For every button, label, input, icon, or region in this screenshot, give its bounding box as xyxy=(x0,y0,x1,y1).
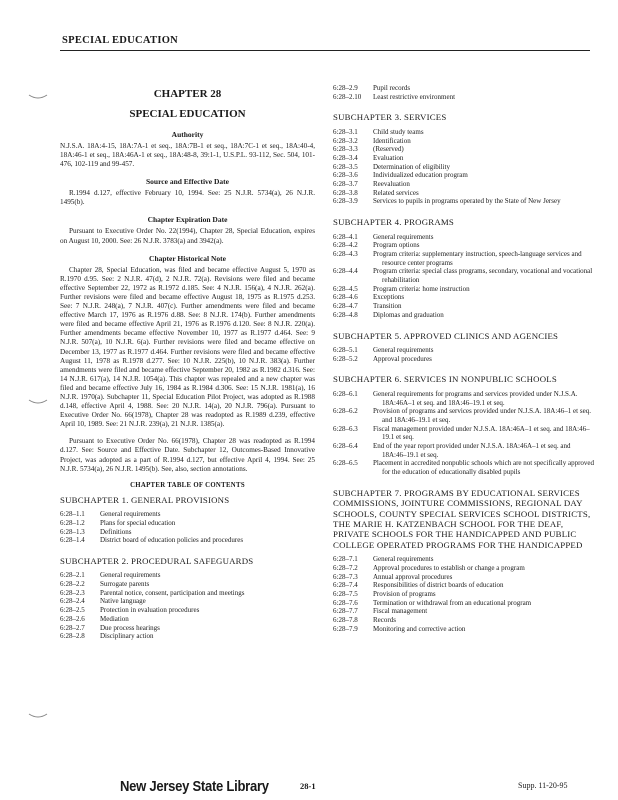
section-number: 6:28–2.9 xyxy=(333,84,358,92)
section-number: 6:28–6.2 xyxy=(333,407,358,416)
section-number: 6:28–4.7 xyxy=(333,302,358,311)
authority-heading: Authority xyxy=(171,130,204,139)
expiration-heading: Chapter Expiration Date xyxy=(147,215,228,225)
toc-entry xyxy=(333,302,595,311)
section-number: 6:28–2.8 xyxy=(60,632,85,641)
toc-entry xyxy=(333,233,595,242)
toc-entry xyxy=(60,536,315,545)
section-number: 6:28–2.7 xyxy=(60,623,85,632)
toc-entry xyxy=(60,597,315,606)
toc-entry xyxy=(333,459,595,476)
subchapter-entries xyxy=(333,233,595,320)
subchapter-title: SUBCHAPTER 1. GENERAL PROVISIONS xyxy=(60,494,230,505)
section-number: 6:28–2.6 xyxy=(60,614,85,623)
section-number: 6:28–3.4 xyxy=(333,153,358,162)
section-number: 6:28–3.3 xyxy=(333,145,358,154)
section-number: 6:28–3.7 xyxy=(333,180,358,189)
section-title: Protection in evaluation procedures xyxy=(100,606,200,615)
section-number: 6:28–6.5 xyxy=(333,459,358,468)
section-number: 6:28–5.1 xyxy=(333,345,358,354)
section-number: 6:28–4.5 xyxy=(333,284,358,293)
toc-entry xyxy=(333,425,595,442)
section-title: Termination or withdrawal from an educational program xyxy=(373,598,532,607)
section-title: District board of education policies and procedures xyxy=(100,536,244,545)
toc-entry xyxy=(333,137,595,146)
margin-mark xyxy=(28,93,48,101)
section-number: 6:28–2.4 xyxy=(60,597,85,606)
toc-entry xyxy=(60,519,315,528)
section-title: Provision of programs and services provided under N.J.S.A. 18A:46–1 et seq. and 18A:46–19.1 et seq. xyxy=(373,407,591,424)
supplement-date: Supp. 11-20-95 xyxy=(518,781,568,790)
section-number: 6:28–2.5 xyxy=(60,606,85,615)
toc-entry xyxy=(333,346,595,355)
section-number: 6:28–4.8 xyxy=(333,310,358,319)
section-title: General requirements xyxy=(100,571,161,580)
section-number: 6:28–1.2 xyxy=(60,518,85,527)
section-number: 6:28–4.6 xyxy=(333,293,358,302)
section-number: 6:28–3.8 xyxy=(333,188,358,197)
section-title: Reevaluation xyxy=(373,180,410,189)
running-head: SPECIAL EDUCATION xyxy=(62,35,179,46)
section-title: Program criteria: home instruction xyxy=(373,284,470,293)
section-title: Program options xyxy=(373,241,420,250)
subchapter-title: SUBCHAPTER 4. PROGRAMS xyxy=(333,217,454,228)
toc-entry xyxy=(60,580,315,589)
toc-entry xyxy=(333,267,595,284)
toc-entry xyxy=(333,442,595,459)
section-title: Mediation xyxy=(100,614,129,623)
subchapter-entries xyxy=(60,571,315,641)
section-title: General requirements xyxy=(100,510,161,519)
section-number: 6:28–3.9 xyxy=(333,197,358,206)
toc-entry xyxy=(333,555,595,564)
toc-entry xyxy=(333,564,595,573)
section-number: 6:28–6.4 xyxy=(333,442,358,451)
section-number: 6:28–3.1 xyxy=(333,127,358,136)
section-title: Approval procedures xyxy=(373,354,432,363)
header-rule xyxy=(60,50,590,51)
margin-mark xyxy=(28,398,48,406)
subchapter-title: SUBCHAPTER 3. SERVICES xyxy=(333,112,447,123)
chapter-title: SPECIAL EDUCATION xyxy=(129,108,246,120)
toc-entry xyxy=(60,615,315,624)
section-number: 6:28–4.4 xyxy=(333,267,358,276)
section-title: Determination of eligibility xyxy=(373,162,450,171)
section-title: Identification xyxy=(373,136,411,145)
section-number: 6:28–2.10 xyxy=(333,92,362,101)
section-title: Individualized education program xyxy=(373,171,468,180)
toc-entry xyxy=(333,197,595,206)
toc-entry xyxy=(333,285,595,294)
toc-entry xyxy=(60,624,315,633)
toc-entry xyxy=(333,93,595,102)
section-number: 6:28–7.1 xyxy=(333,555,358,564)
section-title: Least restrictive environment xyxy=(373,92,456,101)
section-title: General requirements xyxy=(373,345,434,354)
subchapter-title: SUBCHAPTER 6. SERVICES IN NONPUBLIC SCHOOLS xyxy=(333,374,557,385)
section-title: Records xyxy=(373,616,396,625)
toc-entry xyxy=(60,632,315,641)
section-number: 6:28–7.2 xyxy=(333,563,358,572)
section-title: (Reserved) xyxy=(373,145,404,154)
toc-entry xyxy=(333,355,595,364)
toc-entry xyxy=(333,180,595,189)
toc-entry xyxy=(333,250,595,267)
historical-heading: Chapter Historical Note xyxy=(149,253,226,263)
toc-title: CHAPTER TABLE OF CONTENTS xyxy=(130,481,245,489)
section-title: Evaluation xyxy=(373,153,404,162)
library-stamp: New Jersey State Library xyxy=(120,779,269,795)
toc-entry xyxy=(333,293,595,302)
toc-entry xyxy=(60,571,315,580)
toc-entry xyxy=(60,589,315,598)
section-number: 6:28–6.1 xyxy=(333,389,358,398)
toc-entry xyxy=(333,573,595,582)
section-number: 6:28–1.1 xyxy=(60,510,85,519)
section-number: 6:28–3.6 xyxy=(333,171,358,180)
toc-entry xyxy=(333,390,595,407)
section-number: 6:28–5.2 xyxy=(333,354,358,363)
margin-mark xyxy=(28,712,48,720)
section-number: 6:28–7.6 xyxy=(333,598,358,607)
toc-entry xyxy=(333,590,595,599)
authority-text: N.J.S.A. 18A:4-15, 18A:7A-1 et seq., 18A:7B-1 et seq., 18A:7C-1 et seq., 18A:40-4, 18A:46-1 et seq., 18A:46A-1 et seq., 18A:48-8, 39:1-1, U.S.P.L. 93-112, Sec. 504, 101-476, 102-119 and 99-457. xyxy=(60,142,315,169)
section-title: General requirements for programs and services provided under N.J.S.A. 18A:46A–1 et seq. and 18A:46–19.1 et seq. xyxy=(373,389,578,407)
subchapter-entries xyxy=(333,390,595,477)
historical-para-2: Pursuant to Executive Order No. 66(1978), Chapter 28 was readopted as R.1994 d.127. See: Source and Effective Date. Subchapter 12, Outcomes-Based Innovative Project, was adopted as a part of R.1994 d.127, but effective April 4, 1994. See: 25 N.J.R. 5734(a), 26 N.J.R. 1495(b). See, also, section annotations. xyxy=(60,437,315,473)
section-title: Fiscal management provided under N.J.S.A. 18A:46A–1 et seq. and 18A:46–19.1 et seq. xyxy=(373,424,590,442)
section-title: Placement in accredited nonpublic schools which are not specifically approved for the education of educationally disabled pupils xyxy=(373,459,595,477)
toc-entry xyxy=(333,171,595,180)
section-number: 6:28–7.5 xyxy=(333,590,358,599)
section-number: 6:28–1.3 xyxy=(60,527,85,536)
section-title: Transition xyxy=(373,302,402,311)
toc-entry xyxy=(333,145,595,154)
section-title: Monitoring and corrective action xyxy=(373,624,466,633)
toc-entry xyxy=(60,528,315,537)
subchapter-entries xyxy=(60,510,315,545)
toc-entry xyxy=(333,616,595,625)
toc-entry xyxy=(60,606,315,615)
source-text: R.1994 d.127, effective February 10, 1994. See: 25 N.J.R. 5734(a), 26 N.J.R. 1495(b). xyxy=(60,189,315,207)
toc-entry xyxy=(333,311,595,320)
section-title: Program criteria: supplementary instruction, speech-language services and resource center programs xyxy=(373,249,582,267)
section-title: General requirements xyxy=(373,555,434,564)
toc-entry xyxy=(333,128,595,137)
section-number: 6:28–4.1 xyxy=(333,232,358,241)
section-title: Pupil records xyxy=(373,84,411,92)
chapter-label: CHAPTER 28 xyxy=(153,88,222,100)
subchapter-title: SUBCHAPTER 7. PROGRAMS BY EDUCATIONAL SERVICES COMMISSIONS, JOINTURE COMMISSIONS, REGIONAL DAY SCHOOLS, COUNTY SPECIAL SERVICES SCHOOL DISTRICTS, THE MARIE H. KATZENBACH SCHOOL FOR THE DEAF, PRIVATE SCHOOLS FOR THE HANDICAPPED AND PUBLIC COLLEGE OPERATED PROGRAMS FOR THE HANDICAPPED xyxy=(333,487,591,550)
toc-entry xyxy=(333,189,595,198)
section-title: Responsibilities of district boards of education xyxy=(373,581,504,590)
section-title: Due process hearings xyxy=(100,623,160,632)
right-column xyxy=(333,84,595,645)
section-number: 6:28–7.9 xyxy=(333,624,358,633)
section-number: 6:28–3.5 xyxy=(333,162,358,171)
historical-para-1: Chapter 28, Special Education, was filed and became effective August 5, 1970 as R.1970 d.95. See: 2 N.J.R. 47(d), 2 N.J.R. 72(a). Revisions were filed and became effective September 22, 1972 as R.1972 d.185. See: 4 N.J.R. 156(a), 4 N.J.R. 262(a). Further revisions were filed and became effective August 18, 1975 as R.1975 d.253. See: 7 N.J.R. 248(a), 7 N.J.R. 407(c). Further amendments were filed and became effective March 17, 1976 as R.1976 d.88. See: 8 N.J.R. 174(b). Further amendments were filed and became effective April 21, 1976 as R.1976 d.120. See: 8 N.J.R. 220(a). Further amendments became effective November 10, 1977 as R.1977 d.464. See: 9 N.J.R. 507(a), 10 N.J.R. 6(a). Further revisions were filed and became effective on December 13, 1977 as R.1977 d.464. Further revisions were filed and became effective August 11, 1978 as R.1978 d.277. See: 10 N.J.R. 225(b), 10 N.J.R. 383(a). Further amendments were filed and became effective September 20, 1982 as R.1982 d.316. See: 14 N.J.R. 617(a), 14 N.J.R. 1054(a). This chapter was repealed and a new chapter was filed and became effective July 16, 1984 as R.1984 d.306. See: 15 N.J.R. 1981(a), 16 N.J.R. 1970(a). Subchapter 11, Special Education Pilot Project, was adopted as R.1988 d.148, effective April 4, 1988. See: 20 N.J.R. 14(a), 20 N.J.R. 796(a). Pursuant to Executive Order No. 66(1978), Chapter 28 was readopted as R.1989 d.239, effective April 10, 1989. See: 21 N.J.R. 239(a), 21 N.J.R. 1385(a). xyxy=(60,265,315,429)
toc-entry xyxy=(333,241,595,250)
section-title: Child study teams xyxy=(373,127,424,136)
section-title: Definitions xyxy=(100,527,132,536)
subchapter-entries xyxy=(333,555,595,633)
toc-entry xyxy=(333,607,595,616)
subchapter-entries xyxy=(333,346,595,363)
toc-entry xyxy=(333,154,595,163)
section-title: Parental notice, consent, participation and meetings xyxy=(100,588,245,597)
toc-entry xyxy=(333,625,595,634)
section-title: General requirements xyxy=(373,232,434,241)
section-number: 6:28–2.3 xyxy=(60,588,85,597)
section-title: Diplomas and graduation xyxy=(373,310,444,319)
section-title: Native language xyxy=(100,597,146,606)
section-title: Disciplinary action xyxy=(100,632,154,641)
section-title: Surrogate parents xyxy=(100,580,150,589)
toc-entry xyxy=(333,163,595,172)
section-title: Fiscal management xyxy=(373,607,428,616)
section-number: 6:28–6.3 xyxy=(333,424,358,433)
section-title: Provision of programs xyxy=(373,590,436,599)
section-number: 6:28–3.2 xyxy=(333,136,358,145)
section-number: 6:28–7.4 xyxy=(333,581,358,590)
section-number: 6:28–4.2 xyxy=(333,241,358,250)
source-heading: Source and Effective Date xyxy=(146,177,229,187)
section-title: Annual approval procedures xyxy=(373,572,453,581)
section-title: Services to pupils in programs operated by the State of New Jersey xyxy=(373,197,561,206)
subchapter-title: SUBCHAPTER 5. APPROVED CLINICS AND AGENCIES xyxy=(333,330,559,341)
expiration-text: Pursuant to Executive Order No. 22(1994), Chapter 28, Special Education, expires on August 10, 2000. See: 26 N.J.R. 3783(a) and 3942(a). xyxy=(60,227,315,245)
section-number: 6:28–4.3 xyxy=(333,249,358,258)
section-title: Related services xyxy=(373,188,419,197)
section-title: Approval procedures to establish or change a program xyxy=(373,563,525,572)
toc-entry xyxy=(60,510,315,519)
page-number: 28-1 xyxy=(300,781,316,791)
toc-entry xyxy=(333,84,595,93)
section-number: 6:28–7.8 xyxy=(333,616,358,625)
section-number: 6:28–7.7 xyxy=(333,607,358,616)
toc-entry xyxy=(333,407,595,424)
toc-entry xyxy=(333,599,595,608)
section-number: 6:28–1.4 xyxy=(60,536,85,545)
section-number: 6:28–2.2 xyxy=(60,580,85,589)
left-column xyxy=(60,84,315,652)
section-title: Plans for special education xyxy=(100,518,176,527)
subchapter-title: SUBCHAPTER 2. PROCEDURAL SAFEGUARDS xyxy=(60,555,254,566)
section-title: Exceptions xyxy=(373,293,405,302)
section-number: 6:28–2.1 xyxy=(60,571,85,580)
section-title: Program criteria: special class programs, secondary, vocational and vocational rehabilitation xyxy=(373,267,593,285)
toc-entry xyxy=(333,581,595,590)
section-number: 6:28–7.3 xyxy=(333,572,358,581)
subchapter-entries xyxy=(333,128,595,206)
continued-entries xyxy=(333,84,595,101)
section-title: End of the year report provided under N.J.S.A. 18A:46A–1 et seq. and 18A:46–19.1 et seq. xyxy=(373,442,571,459)
